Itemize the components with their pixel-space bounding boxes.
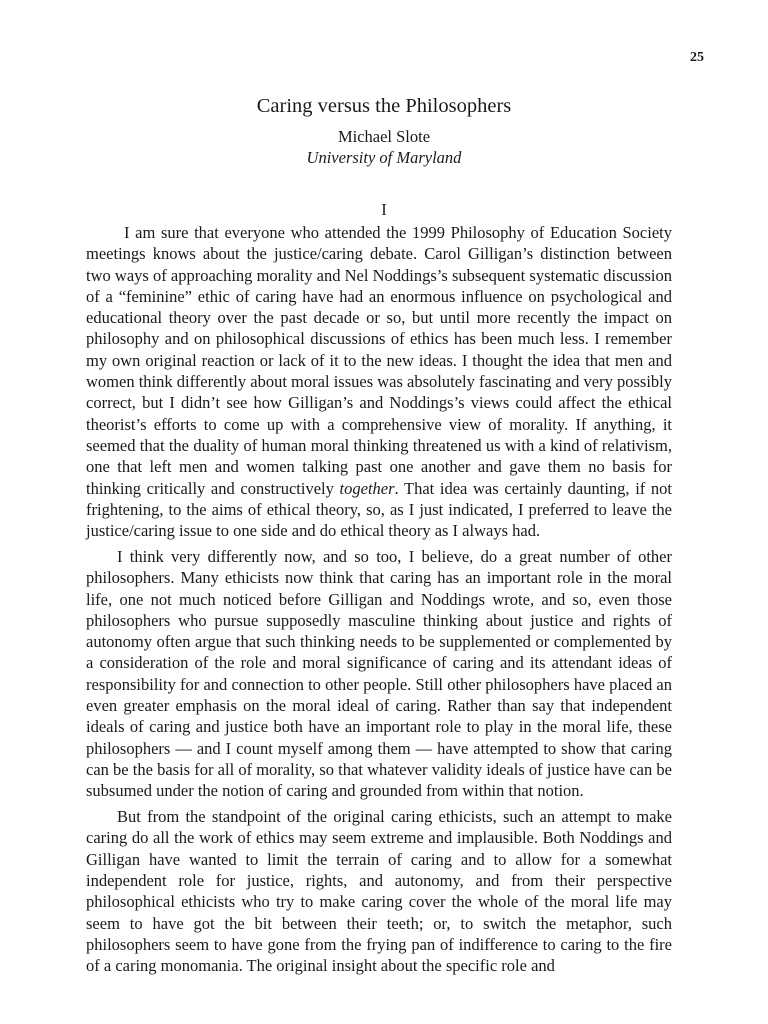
emphasized-word: together xyxy=(339,478,395,498)
paragraph: I think very differently now, and so too, I believe, do a great number of other philosophers. Many ethicists now think that caring has an important role in the moral life, one not much noticed before Gilligan and Noddings wrote, and so, even those philosophers who pursue supposedly masculine thinking about justice and rights of autonomy often argue that such thinking needs to be supplemented or complemented by a consideration of the role and moral significance of caring and its attendant ideas of responsibility for and connection to other people. Still other philosophers have placed an even greater emphasis on the moral ideal of caring. Rather than say that independent ideals of caring and justice both have an important role to play in the moral life, these philosophers — and I count myself among them — have attempted to show that caring can be the basis for all of morality, so that whatever validity ideals of justice have can be subsumed under the notion of caring and grounded from within that notion. xyxy=(86,546,672,801)
article-title: Caring versus the Philosophers xyxy=(256,95,512,117)
section-heading: I xyxy=(381,200,387,219)
paragraph: But from the standpoint of the original caring ethicists, such an attempt to make caring do all the work of ethics may seem extreme and implausible. Both Noddings and Gilligan have wanted to limit the terrain of caring and to allow for a somewhat independent role for justice, rights, and autonomy, and from their perspective philosophical ethicists who try to make caring cover the whole of the moral life may seem to have got the bit between their teeth; or, to switch the metaphor, such philosophers seem to have gone from the frying pan of indifference to caring to the fire of a caring monomania. The original insight about the specific role and xyxy=(86,807,672,976)
author-affiliation: University of Maryland xyxy=(306,148,462,167)
paragraph-text: . That idea was certainly daunting, if not frightening, to the aims of ethical theory, so, as I just indicated, I preferred to leave the justice/caring issue to one side and do ethical theory as I always had. xyxy=(86,478,673,541)
paragraph-text: I am sure that everyone who attended the 1999 Philosophy of Education Society meetings knows about the justice/caring debate. Carol Gilligan’s distinction between two ways of approaching morality and Nel Noddings’s subsequent systematic discussion of a “feminine” ethic of caring have had an enormous influence on psychological and educational theory over the past decade or so, but until more recently the impact on philosophy and on philosophical discussions of ethics has been much less. I remember my own original reaction or lack of it to the new ideas. I thought the idea that men and women think differently about moral issues was absolutely fascinating and very possibly correct, but I didn’t see how Gilligan’s and Noddings’s views could affect the ethical theorist’s efforts to come up with a comprehensive view of morality. If anything, it seemed that the duality of human moral thinking threatened us with a kind of relativism, one that left men and women talking past one another and gave them no basis for thinking critically and constructively xyxy=(86,223,672,498)
paragraph xyxy=(86,222,672,541)
article-body xyxy=(86,222,672,981)
author-name: Michael Slote xyxy=(337,127,431,146)
page-number: 25 xyxy=(690,50,704,65)
